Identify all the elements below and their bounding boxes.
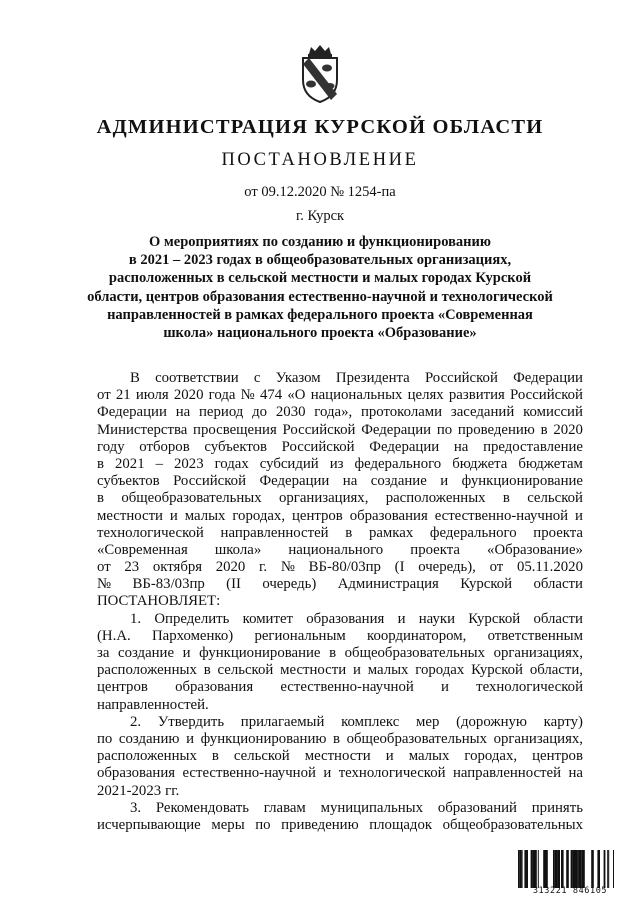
body-line: технологической направленностей в рамках федерального проекта	[97, 524, 583, 541]
body-line: 1. Определить комитет образования и науки Курской области	[130, 610, 583, 627]
body-line: году отборов субъектов Российской Федерации на предоставление	[97, 438, 583, 455]
barcode-icon	[518, 850, 622, 888]
body-line: образования естественно-научной и технологической направленностей на	[97, 765, 583, 782]
body-line: В соответствии с Указом Президента Российской Федерации	[130, 370, 583, 386]
body-line: «Современная школа» национального проекта «Образование»	[97, 541, 583, 558]
document-city: г. Курск	[295, 208, 345, 224]
document-title	[0, 233, 640, 342]
document-type: ПОСТАНОВЛЕНИЕ	[221, 150, 419, 170]
body-line: направленностей.	[97, 696, 209, 713]
title-line: расположенных в сельской местности и малых городах Курской	[108, 270, 532, 287]
body-line: от 23 октября 2020 г. № ВБ-80/03пр (I очередь), от 05.11.2020	[97, 559, 583, 576]
body-line: центров образования естественно-научной и технологической	[97, 679, 583, 696]
body-line: 3. Рекомендовать главам муниципальных образований принять	[130, 799, 583, 816]
body-line: за создание и функционирование в общеобразовательных организациях,	[97, 645, 583, 661]
body-line: субъектов Российской Федерации на создание и функционирование	[97, 473, 583, 490]
title-line: О мероприятиях по созданию и функционированию	[149, 234, 491, 250]
body-line: 2021-2023 гг.	[97, 782, 180, 799]
body-line: Министерства просвещения Российской Федерации по проведению в 2020	[97, 421, 583, 438]
body-line: расположенных в сельской местности и малых городах Курской области,	[97, 662, 583, 679]
body-line: местности и малых городах, центров образования естественно-научной и	[97, 507, 583, 524]
body-line: 2. Утвердить прилагаемый комплекс мер (дорожную карту)	[130, 713, 583, 730]
body-line: (Н.А. Пархоменко) региональным координатором, ответственным	[97, 627, 583, 644]
title-line: школа» национального проекта «Образование»	[163, 325, 477, 342]
barcode-number: 313221 846105	[532, 886, 608, 896]
body-line: расположенных в сельской местности и малых городах, центров	[97, 748, 583, 765]
body-line: Федерации на период до 2030 года», протоколами заседаний комиссий	[97, 404, 583, 421]
title-line: области, центров образования естественно-научной и технологической	[87, 288, 553, 305]
document-body	[97, 370, 583, 834]
body-line: ПОСТАНОВЛЯЕТ:	[97, 593, 221, 610]
document-number: от 09.12.2020 № 1254-па	[244, 184, 396, 200]
body-line: в 2021 – 2023 годах субсидий из федерального бюджета бюджетам	[97, 455, 583, 472]
organization-name: АДМИНИСТРАЦИЯ КУРСКОЙ ОБЛАСТИ	[96, 116, 544, 138]
body-line: по созданию и функционированию в общеобразовательных организациях,	[97, 730, 583, 747]
title-line: в 2021 – 2023 годах в общеобразовательных организациях,	[128, 252, 512, 269]
title-line: направленностей в рамках федерального проекта «Современная	[107, 306, 533, 323]
body-line: № ВБ-83/03пр (II очередь) Администрация Курской области	[97, 576, 583, 593]
kursk-coat-of-arms-icon	[297, 44, 343, 104]
body-line: от 21 июля 2020 года № 474 «О национальных целях развития Российской	[97, 387, 583, 404]
body-line: в общеобразовательных организациях, расположенных в сельской	[97, 490, 583, 507]
body-line: исчерпывающие меры по приведению площадок общеобразовательных	[97, 816, 583, 833]
